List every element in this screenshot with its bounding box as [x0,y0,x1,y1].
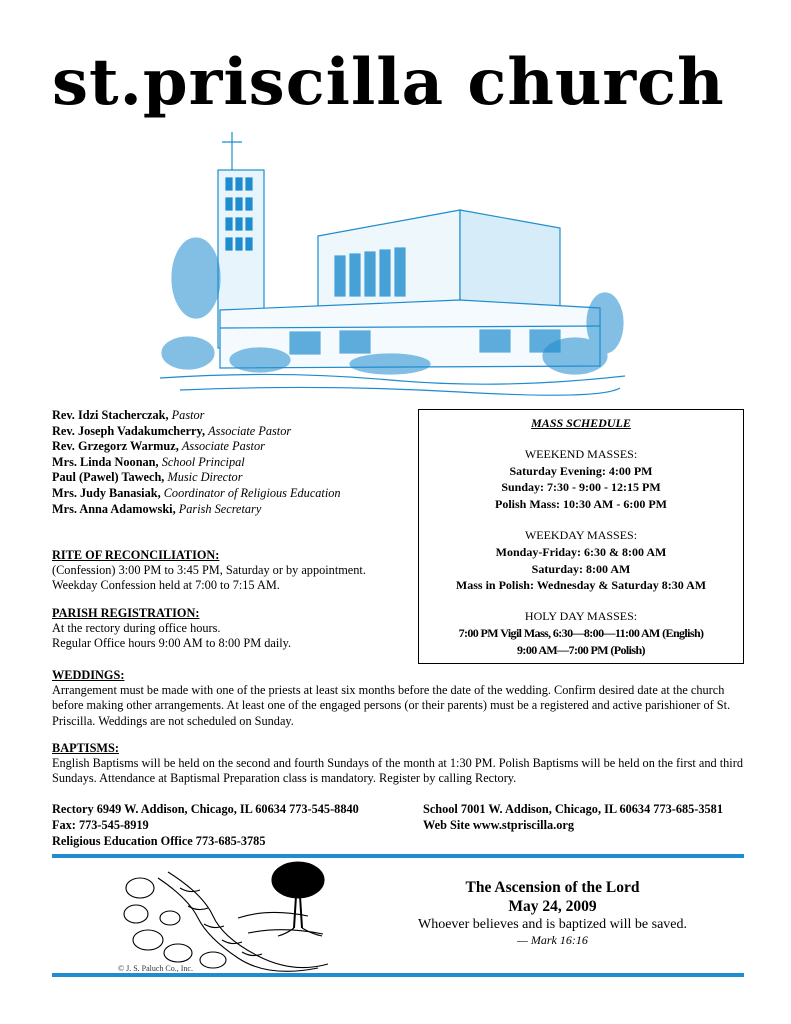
reconciliation-line: (Confession) 3:00 PM to 3:45 PM, Saturday or by appointment. [52,563,366,577]
rectory-contact [52,801,359,849]
mass-line: Polish Mass: 10:30 AM - 6:00 PM [495,497,667,512]
weekend-masses [419,446,743,513]
weekend-heading: WEEKEND MASSES: [524,446,638,461]
weddings-line: Arrangement must be made with one of the priests at least six months before the date of the wedding. Confirm desired date at the church [52,683,725,697]
mass-line: Monday-Friday: 6:30 & 8:00 AM [495,544,667,559]
registration-line: Regular Office hours 9:00 AM to 8:00 PM daily. [52,636,292,651]
baptisms-section [52,741,752,787]
weddings-line: before making other arrangements. At least one of the engaged persons (or their parents) must be a registered and active parishioner of St. [52,698,731,713]
staff-entry: Rev. Joseph Vadakumcherry, Associate Pastor [52,423,292,438]
mass-line: Saturday: 8:00 AM [531,561,631,576]
fax-number: Fax: 773-545-8919 [52,818,149,832]
feast-title: The Ascension of the Lord [465,879,640,896]
weddings-section [52,668,752,729]
baptisms-line: Sundays. Attendance at Baptismal Preparation class is mandatory. Register by calling Rectory. [52,771,517,786]
mass-schedule-heading: MASS SCHEDULE [531,416,631,430]
staff-entry: Rev. Grzegorz Warmuz, Associate Pastor [52,439,265,454]
church-illustration [160,128,625,400]
scripture-quote: Whoever believes and is baptized will be saved. [417,917,687,932]
weddings-line: Priscilla. Weddings are not scheduled on Sunday. [52,713,294,728]
mass-line: Saturday Evening: 4:00 PM [509,463,653,478]
staff-entry: Paul (Pawel) Tawech, Music Director [52,470,243,485]
baptisms-heading: BAPTISMS: [52,741,119,755]
reconciliation-line: Weekday Confession held at 7:00 to 7:15 AM. [52,578,280,593]
holy-day-masses [419,608,743,658]
reconciliation-heading: RITE OF RECONCILIATION: [52,548,220,562]
river-tree-illustration [118,858,343,975]
scripture-citation: — Mark 16:16 [517,933,588,947]
feast-block [395,878,710,948]
mass-schedule-box [418,409,744,664]
weekday-heading: WEEKDAY MASSES: [524,527,638,542]
school-contact [423,801,723,833]
staff-entry: Mrs. Anna Adamowski, Parish Secretary [52,501,262,516]
religious-ed-phone: Religious Education Office 773-685-3785 [52,834,266,848]
mass-line: 7:00 PM Vigil Mass, 6:30—8:00—11:00 AM (English) [458,625,704,640]
school-address: School 7001 W. Addison, Chicago, IL 60634 773-685-3581 [423,802,723,816]
reconciliation-section [52,548,366,594]
rectory-address: Rectory 6949 W. Addison, Chicago, IL 60634 773-545-8840 [52,802,359,816]
holy-day-heading: HOLY DAY MASSES: [524,609,638,624]
mass-line: Sunday: 7:30 - 9:00 - 12:15 PM [501,480,661,495]
registration-line: At the rectory during office hours. [52,621,221,635]
registration-section [52,606,291,652]
baptisms-line: English Baptisms will be held on the second and fourth Sundays of the month at 1:30 PM. Polish Baptisms will be held on the first and third [52,756,743,770]
registration-heading: PARISH REGISTRATION: [52,606,200,620]
staff-entry: Mrs. Linda Noonan, School Principal [52,454,245,469]
staff-entry: Mrs. Judy Banasiak, Coordinator of Religious Education [52,485,341,500]
mass-line: 9:00 AM—7:00 PM (Polish) [517,642,645,657]
weddings-heading: WEDDINGS: [52,668,125,682]
weekday-masses [419,527,743,594]
staff-list [52,408,341,517]
paluch-copyright: © J. S. Paluch Co., Inc. [118,964,193,973]
mass-line: Mass in Polish: Wednesday & Saturday 8:30 AM [455,578,707,593]
church-title [52,45,752,120]
website-line: Web Site www.stpriscilla.org [423,818,574,832]
church-title-text: st.priscilla church [52,45,725,120]
feast-date: May 24, 2009 [508,898,597,915]
staff-entry: Rev. Idzi Stacherczak, Pastor [52,408,205,422]
